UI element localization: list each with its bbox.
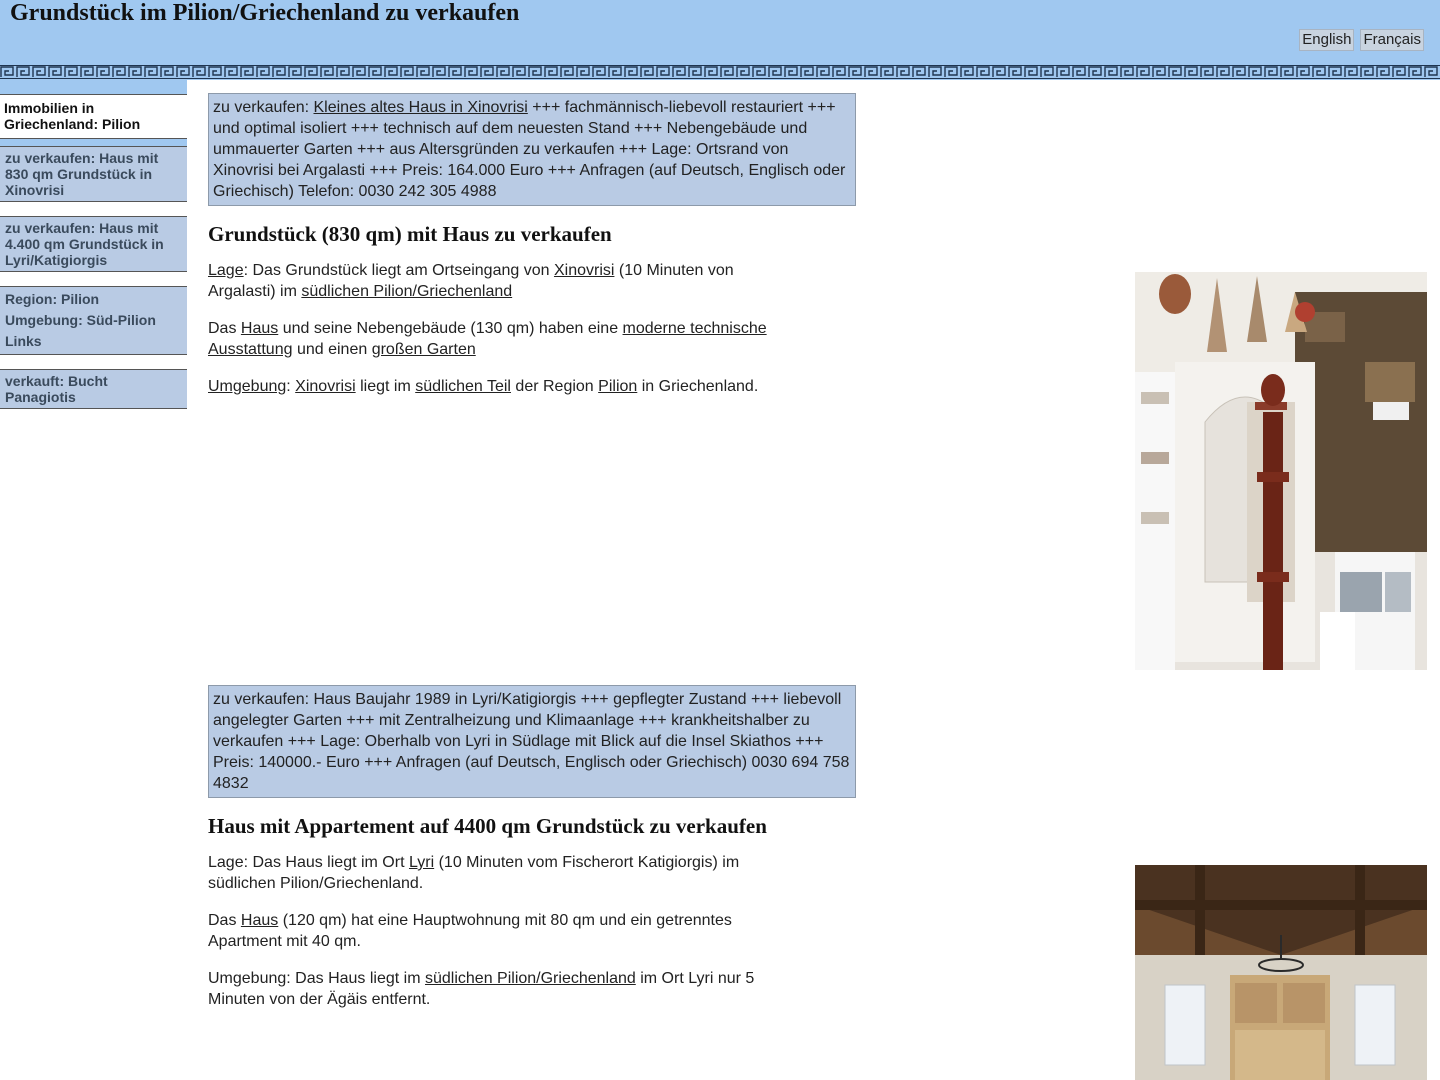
paragraph-text: der Region [510,378,599,395]
greek-key-border [0,64,1440,80]
sidebar-divider [0,139,187,146]
living-room-photo [1135,865,1427,1080]
xinovrisi-link[interactable]: Xinovrisi [553,262,615,279]
house-interior-photo [1135,272,1427,670]
haus-link-2[interactable]: Haus [240,912,279,929]
paragraph-text: : Das Grundstück liegt am Ortseingang von [243,262,554,279]
listing-summary-box [208,93,856,206]
technical-equipment-link[interactable]: moderne technische Ausstattung [208,320,767,358]
paragraph-text: liegt im [355,378,416,395]
lage-link[interactable]: Lage [208,262,244,279]
sidebar-group [0,286,187,355]
house-paragraph [208,318,768,360]
surroundings-paragraph-2 [208,968,768,1010]
page-header [0,0,1440,64]
paragraph-text: Umgebung: Das Haus liegt im [208,970,425,987]
sidebar-nav [0,80,187,409]
listing-summary-box-2: zu verkaufen: Haus Baujahr 1989 in Lyri/Katigiorgis +++ gepflegter Zustand +++ liebevoll angelegter Garten +++ mit Zentralheizung und Klimaanlage +++ krankheitshalber zu verkaufen +++ Lage: Oberhalb von Lyri in Südlage mit Blick auf die Insel Skiathos +++ Preis: 140000.- Euro +++ Anfragen (auf Deutsch, Englisch oder Griechisch) 0030 694 758 4832 [208,685,856,798]
paragraph-text: Das [208,320,241,337]
sidebar-item-lyri[interactable]: zu verkaufen: Haus mit 4.400 qm Grundstück in Lyri/Katigiorgis [0,216,187,272]
paragraph-text: und einen [292,341,372,358]
garden-link[interactable]: großen Garten [371,341,476,358]
small-old-house-link[interactable]: Kleines altes Haus in Xinovrisi [313,99,528,116]
location-paragraph-2 [208,852,768,894]
paragraph-text: Das [208,912,241,929]
page-title: Grundstück im Pilion/Griechenland zu verkaufen [10,0,520,26]
paragraph-text: Lage: Das Haus liegt im Ort [208,854,409,871]
listing-heading: Grundstück (830 qm) mit Haus zu verkaufen [208,222,612,246]
main-content [208,93,858,1026]
south-pilion-link[interactable]: südlichen Pilion/Griechenland [301,283,513,300]
lang-english-link[interactable]: English [1299,29,1354,51]
location-paragraph [208,260,768,302]
summary-prefix: zu verkaufen: [213,99,314,116]
paragraph-text: (10 Minuten von Argalasti) im [208,262,734,300]
sidebar-item-surroundings[interactable]: Umgebung: Süd-Pilion [5,312,156,328]
sidebar-divider [0,355,187,369]
house-paragraph-2 [208,910,768,952]
south-pilion-link-2[interactable]: südlichen Pilion/Griechenland [424,970,636,987]
paragraph-text: (10 Minuten vom Fischerort Katigiorgis) im südlichen Pilion/Griechenland. [208,854,740,892]
umgebung-link[interactable]: Umgebung [208,378,287,395]
summary-text: +++ fachmännisch-liebevoll restauriert +++ und optimal isoliert +++ technisch auf dem neuesten Stand +++ Nebengebäude und ummauerter Garten +++ aus Altersgründen zu verkaufen +++ Lage: Ortsrand von Xinovrisi bei Argalasti +++ Preis: 164.000 Euro +++ Anfragen (auf Deutsch, Englisch oder Griechisch) Telefon: 0030 242 305 4988 [213,99,846,200]
paragraph-text: und seine Nebengebäude (130 qm) haben eine [278,320,623,337]
sidebar-item-region[interactable]: Region: Pilion [5,291,100,307]
xinovrisi-link-2[interactable]: Xinovrisi [295,378,356,395]
sidebar-divider [0,202,187,216]
lang-french-link[interactable]: Français [1360,29,1424,51]
language-switcher [1299,29,1424,51]
southern-part-link[interactable]: südlichen Teil [415,378,511,395]
sidebar-item-xinovrisi[interactable]: zu verkaufen: Haus mit 830 qm Grundstück in Xinovrisi [0,146,187,202]
surroundings-paragraph [208,376,808,397]
pilion-link[interactable]: Pilion [598,378,638,395]
sidebar-item-links[interactable]: Links [5,333,42,349]
sidebar-item-home[interactable]: Immobilien in Griechenland: Pilion [0,95,187,139]
paragraph-text: : [286,378,296,395]
paragraph-text: im Ort Lyri nur 5 Minuten von der Ägäis entfernt. [208,970,755,1008]
sidebar-item-sold-panagiotis[interactable]: verkauft: Bucht Panagiotis [0,369,187,409]
sidebar-divider [0,80,187,95]
paragraph-text: (120 qm) hat eine Hauptwohnung mit 80 qm und ein getrenntes Apartment mit 40 qm. [208,912,732,950]
paragraph-text: in Griechenland. [637,378,759,395]
haus-link[interactable]: Haus [240,320,279,337]
sidebar-divider [0,272,187,286]
listing-heading-2: Haus mit Appartement auf 4400 qm Grundstück zu verkaufen [208,814,767,838]
spacer [208,413,858,685]
lyri-link[interactable]: Lyri [408,854,435,871]
